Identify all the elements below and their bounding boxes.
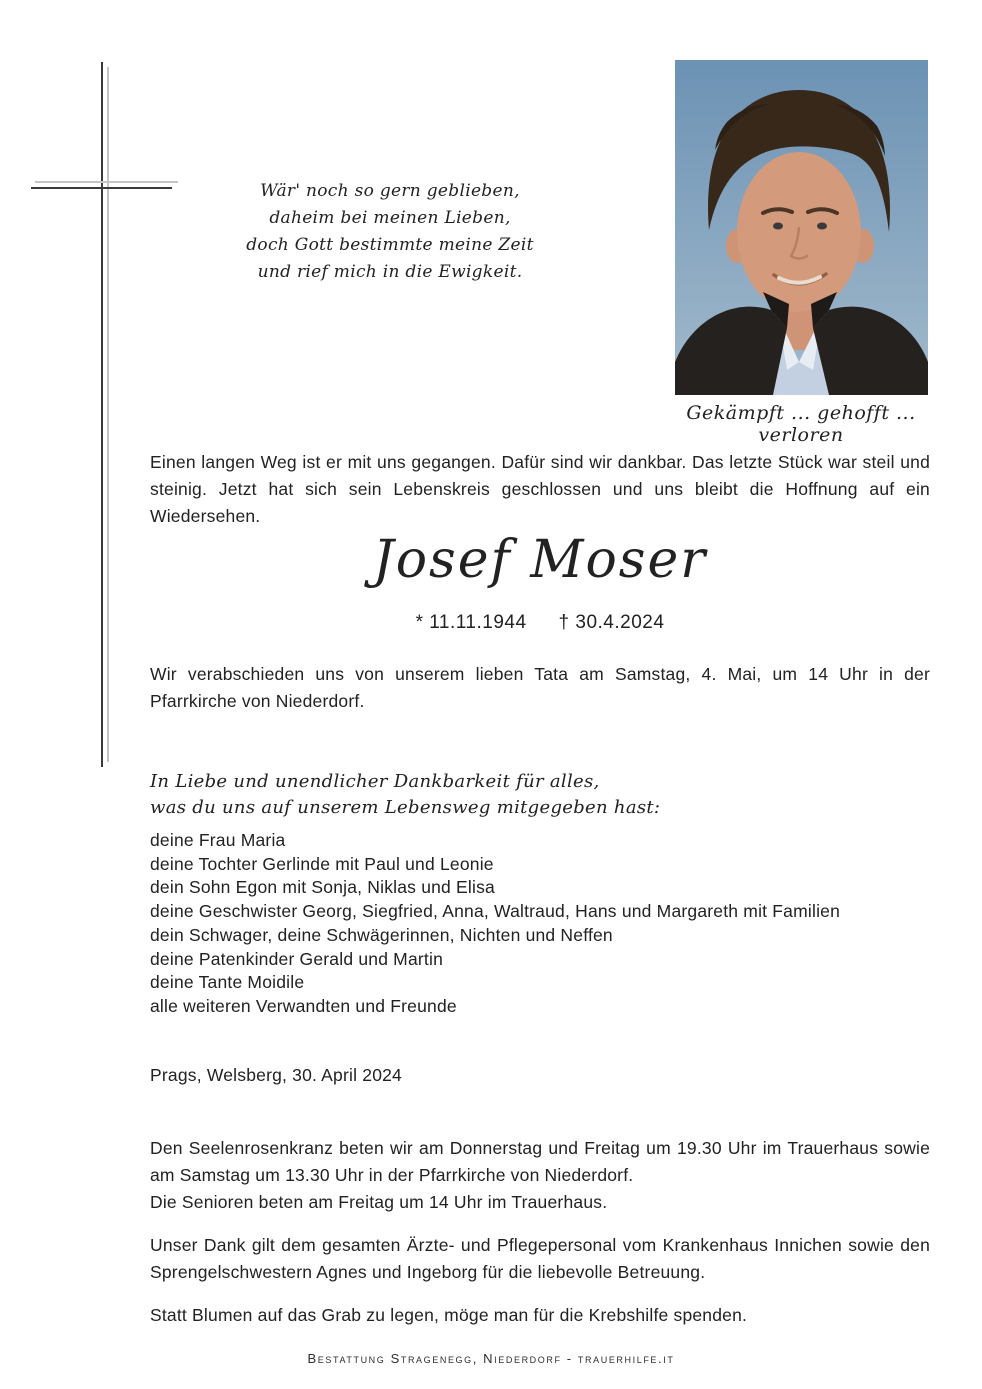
birth-date: * 11.11.1944 (415, 612, 527, 633)
mourner-item: deine Tochter Gerlinde mit Paul und Leonie (150, 853, 494, 874)
deceased-name: Josef Moser (372, 530, 708, 590)
life-dates (150, 612, 930, 634)
photo-caption: Gekämpft ... gehofft ... verloren (686, 402, 916, 446)
mourner-item: dein Sohn Egon mit Sonja, Niklas und Elisa (150, 877, 495, 898)
cross-vertical-line (101, 62, 103, 767)
poem-line: Wär' noch so gern geblieben, (260, 181, 520, 201)
cross-vertical-shadow (107, 67, 109, 762)
mourner-item: deine Tante Moidile (150, 972, 305, 993)
poem-line: und rief mich in die Ewigkeit. (257, 262, 523, 282)
intro-paragraph: Einen langen Weg ist er mit uns gegangen. Dafür sind wir dankbar. Das letzte Stück war steil und steinig. Jetzt hat sich sein Lebenskreis geschlossen und uns bleibt die Hoffnung auf ein Wiedersehen. (150, 452, 930, 526)
mourner-item: alle weiteren Verwandten und Freunde (150, 995, 457, 1016)
mourner-item: deine Geschwister Georg, Siegfried, Anna, Waltraud, Hans und Margareth mit Familien (150, 901, 841, 922)
place-date-line: Prags, Welsberg, 30. April 2024 (150, 1065, 402, 1085)
mourner-item: deine Patenkinder Gerald und Martin (150, 948, 444, 969)
donation-paragraph: Statt Blumen auf das Grab zu legen, möge man für die Krebshilfe spenden. (150, 1305, 748, 1325)
gratitude-line: In Liebe und unendlicher Dankbarkeit für alles, (150, 771, 600, 792)
rosary-paragraph: Den Seelenrosenkranz beten wir am Donnerstag und Freitag um 19.30 Uhr im Trauerhaus sowie am Samstag um 13.30 Uhr in der Pfarrkirche von Niederdorf. (150, 1138, 930, 1185)
memorial-poem (230, 178, 550, 286)
mourners-list (150, 829, 930, 1019)
farewell-paragraph: Wir verabschieden uns von unserem lieben Tata am Samstag, 4. Mai, um 14 Uhr in der Pfarrkirche von Niederdorf. (150, 664, 930, 711)
mourner-item: dein Schwager, deine Schwägerinnen, Nichten und Neffen (150, 924, 613, 945)
thanks-paragraph: Unser Dank gilt dem gesamten Ärzte- und Pflegepersonal vom Krankenhaus Innichen sowie den Sprengelschwestern Agnes und Ingeborg für die liebevolle Betreuung. (150, 1235, 930, 1282)
gratitude-lines (150, 769, 930, 821)
poem-line: daheim bei meinen Lieben, (269, 208, 511, 228)
cross-horizontal-line (31, 187, 172, 189)
cross-horizontal-shadow (35, 181, 178, 183)
death-date: † 30.4.2024 (558, 612, 665, 633)
poem-line: doch Gott bestimmte meine Zeit (246, 235, 534, 255)
mourner-item: deine Frau Maria (150, 830, 286, 850)
funeral-home-footer: Bestattung Stragenegg, Niederdorf - trauerhilfe.it (307, 1351, 675, 1366)
gratitude-line: was du uns auf unserem Lebensweg mitgegeben hast: (150, 797, 661, 818)
rosary-section (150, 1135, 930, 1216)
portrait-photo (675, 60, 928, 395)
seniors-prayer-line: Die Senioren beten am Freitag um 14 Uhr im Trauerhaus. (150, 1192, 608, 1212)
